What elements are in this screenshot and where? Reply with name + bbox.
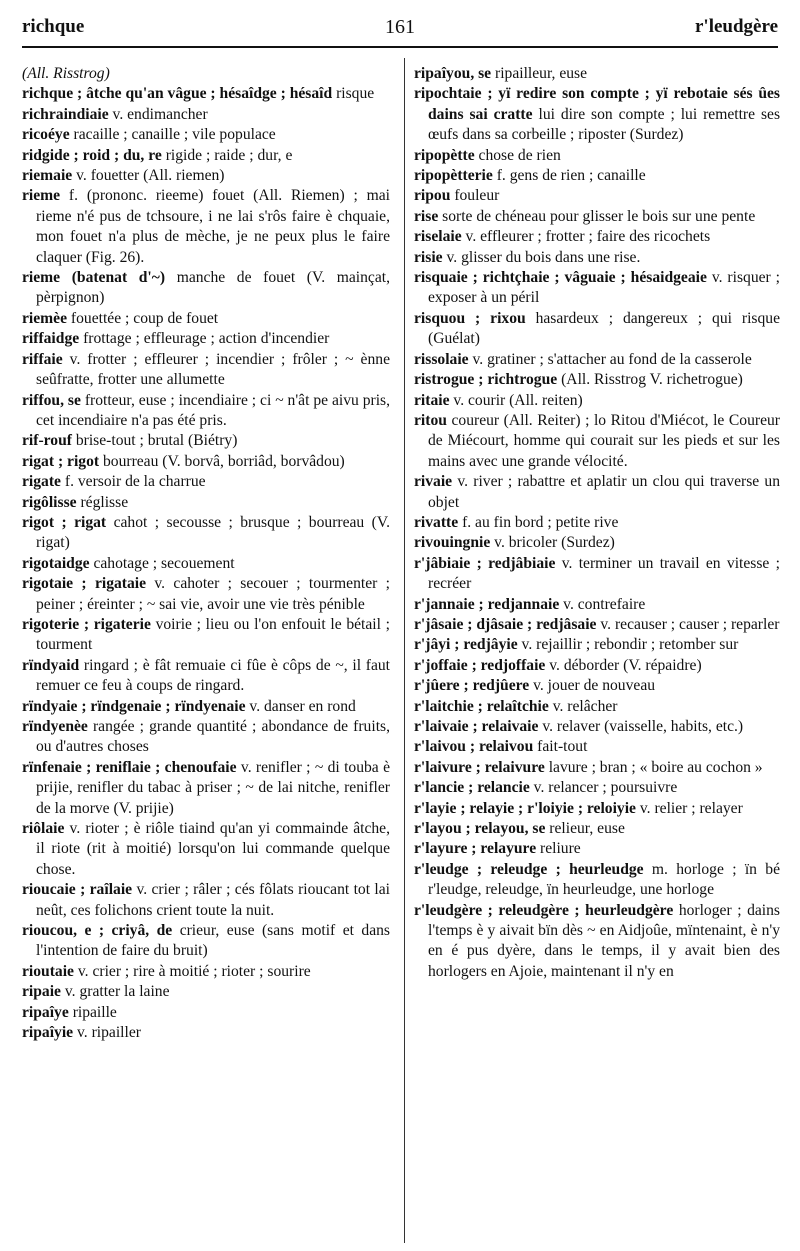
dictionary-entry <box>414 166 780 186</box>
dictionary-entry <box>22 880 390 921</box>
entry-definition: f. versoir de la charrue <box>64 473 206 491</box>
entry-definition: m. horloge ; ïn bé r'leudge, releudge, ïn heurleudge, une horloge <box>428 860 780 899</box>
entry-headword: r'jâyi ; redjâyie <box>414 636 518 654</box>
entry-definition: cahotage ; secouement <box>93 554 235 572</box>
entry-headword: ripochtaie ; yï redire son compte ; yï rebotaie sés ûes dains sai cratte <box>414 85 780 123</box>
dictionary-entry <box>414 350 780 370</box>
entry-definition: v. fouetter (All. riemen) <box>76 167 225 185</box>
entry-definition: fouleur <box>454 187 500 205</box>
dictionary-entry <box>22 64 390 84</box>
entry-definition: v. terminer un travail en vitesse ; recréer <box>428 554 780 593</box>
dictionary-entry <box>22 472 390 492</box>
dictionary-entry <box>22 656 390 697</box>
dictionary-entry <box>414 309 780 350</box>
entry-definition: v. renifler ; ~ di touba è prijie, renifler du tabac à priser ; ~ de lai nitche, renifler de la morve (V. prijie) <box>36 758 390 817</box>
dictionary-entry <box>414 370 780 390</box>
entry-headword: r'laivure ; relaivure <box>414 758 545 776</box>
entry-headword: rigoterie ; rigaterie <box>22 615 151 633</box>
dictionary-entry <box>22 615 390 656</box>
entry-headword: riemaie <box>22 167 73 185</box>
entry-headword: rioutaie <box>22 962 74 980</box>
entry-definition: v. glisser du bois dans une rise. <box>446 248 641 266</box>
entry-headword: r'laitchie ; relaîtchie <box>414 697 549 715</box>
dictionary-entry <box>22 452 390 472</box>
entry-headword: ripaie <box>22 983 61 1001</box>
dictionary-entry <box>414 737 780 757</box>
dictionary-entry <box>414 472 780 513</box>
dictionary-entry <box>22 921 390 962</box>
dictionary-entry <box>414 635 780 655</box>
entry-definition: v. recauser ; causer ; reparler <box>600 615 780 633</box>
entry-definition: v. endimancher <box>112 105 208 123</box>
dictionary-entry <box>22 1023 390 1043</box>
entry-definition: lavure ; bran ; « boire au cochon » <box>548 758 763 776</box>
entry-definition: fait-tout <box>537 738 588 756</box>
dictionary-entry <box>414 268 780 309</box>
dictionary-entry <box>414 391 780 411</box>
entry-headword: risquou ; rixou <box>414 309 526 327</box>
dictionary-entry <box>22 513 390 554</box>
dictionary-entry <box>414 799 780 819</box>
entry-headword: riemèe <box>22 309 68 327</box>
entry-definition: hasardeux ; dangereux ; qui risque (Guélat) <box>428 309 780 348</box>
dictionary-entry <box>22 186 390 268</box>
entry-headword: rioucou, e ; criyâ, de <box>22 922 173 940</box>
entry-definition: chose de rien <box>478 146 561 164</box>
dictionary-entry <box>22 493 390 513</box>
entry-headword: r'jâsaie ; djâsaie ; redjâsaie <box>414 615 597 633</box>
entry-definition: v. ripailler <box>77 1024 141 1042</box>
page-number: 161 <box>385 16 415 38</box>
dictionary-entry <box>414 64 780 84</box>
entry-definition: v. crier ; râler ; cés fôlats rioucant tot lai neût, ces folichons crient toute la nuit. <box>36 881 390 919</box>
entry-headword: rif-rouf <box>22 432 72 450</box>
entry-headword: r'laivaie ; relaivaie <box>414 718 539 735</box>
entry-headword: rïndyenèe <box>22 718 88 735</box>
left-column <box>22 64 390 1044</box>
guide-word-right: r'leudgère <box>694 16 778 37</box>
entry-headword: riselaie <box>414 228 462 246</box>
entry-definition: cahot ; secousse ; brusque ; bourreau (V. rigat) <box>36 513 390 552</box>
dictionary-entry <box>414 595 780 615</box>
entry-headword: ristrogue ; richtrogue <box>414 371 558 389</box>
entry-definition: v. jouer de nouveau <box>533 677 656 695</box>
entry-definition: v. frotter ; effleurer ; incendier ; frôler ; ~ ènne seûfratte, frotter une allumette <box>36 350 390 389</box>
dictionary-entry <box>414 697 780 717</box>
entry-definition: racaille ; canaille ; vile populace <box>73 126 276 144</box>
dictionary-entry <box>414 84 780 145</box>
entry-headword: rivatte <box>414 513 459 531</box>
entry-headword: riffou, se <box>22 391 81 409</box>
dictionary-entry <box>22 391 390 432</box>
entry-headword: rigôlisse <box>22 493 77 511</box>
entry-definition: relieur, euse <box>549 820 625 838</box>
dictionary-entry <box>414 758 780 778</box>
dictionary-entry <box>22 982 390 1002</box>
dictionary-entry <box>414 207 780 227</box>
dictionary-entry <box>414 513 780 533</box>
entry-definition: v. déborder (V. répaidre) <box>549 656 702 674</box>
entry-definition: v. rioter ; è riôle tiaind qu'an yi commainde âtche, il riote (rit à moitié) lorsqu'on lui commande quelque chose. <box>36 820 390 878</box>
dictionary-entry <box>414 901 780 983</box>
entry-definition: v. rejaillir ; rebondir ; retomber sur <box>521 636 739 654</box>
entry-headword: r'layie ; relayie ; r'loiyie ; reloiyie <box>414 799 636 817</box>
dictionary-entry <box>22 1003 390 1023</box>
entry-definition: réglisse <box>80 493 129 511</box>
entry-definition: v. relaver (vaisselle, habits, etc.) <box>542 718 744 735</box>
page-header <box>22 10 778 44</box>
dictionary-entry <box>414 819 780 839</box>
entry-definition: frotteur, euse ; incendiaire ; ci ~ n'ât pe aivu pris, cet incendiaire n'a pas été pris. <box>36 391 390 429</box>
dictionary-entry <box>414 615 780 635</box>
entry-definition: v. crier ; rire à moitié ; rioter ; sourire <box>77 962 311 980</box>
entry-headword: rïndyaid <box>22 656 80 674</box>
dictionary-entry <box>414 839 780 859</box>
dictionary-entry <box>414 146 780 166</box>
entry-definition: reliure <box>540 840 581 858</box>
entry-headword: rivaie <box>414 473 453 491</box>
dictionary-entry <box>22 962 390 982</box>
entry-headword: ricoéye <box>22 126 70 144</box>
entry-headword: richraindiaie <box>22 105 109 123</box>
entry-headword: ritaie <box>414 391 450 409</box>
entry-definition: v. relâcher <box>552 697 618 715</box>
dictionary-entry <box>414 533 780 553</box>
entry-definition: rangée ; grande quantité ; abondance de fruits, ou d'autres choses <box>36 718 390 756</box>
entry-headword: rivouingnie <box>414 534 491 552</box>
entry-headword: riffaidge <box>22 330 80 348</box>
entry-definition: manche de fouet (V. mainçat, pèrpignon) <box>36 269 390 307</box>
entry-headword: rissolaie <box>414 350 469 368</box>
entry-definition: v. contrefaire <box>563 595 646 613</box>
dictionary-entry <box>22 329 390 349</box>
entry-definition: f. au fin bord ; petite rive <box>462 513 619 531</box>
entry-headword: r'lancie ; relancie <box>414 779 530 797</box>
dictionary-entry <box>414 411 780 472</box>
entry-headword: r'layure ; relayure <box>414 840 537 858</box>
entry-definition: f. (prononc. rieeme) fouet (All. Riemen) ; mai rieme n'é pus de tchsoure, i ne lai s'rôs faire è chquaie, mon fouet n'a plus de mèche, je ne peux plus le faire claquer (Fig. 26). <box>36 187 390 266</box>
entry-definition: coureur (All. Reiter) ; lo Ritou d'Miécot, le Coureur de Miécourt, homme qui courait sur les pieds et sur les mains avec une grande vélocité. <box>428 411 780 470</box>
dictionary-entry <box>22 146 390 166</box>
dictionary-entry <box>22 554 390 574</box>
entry-headword: ripaîye <box>22 1003 69 1021</box>
dictionary-entry <box>22 758 390 819</box>
dictionary-entry <box>414 554 780 595</box>
entry-headword: r'jâbiaie ; redjâbiaie <box>414 554 556 572</box>
entry-definition: lui dire son compte ; lui remettre ses œufs dans sa corbeille ; riposter (Surdez) <box>428 105 781 144</box>
dictionary-entry <box>22 268 390 309</box>
entry-headword: rïndyaie ; rïndgenaie ; rïndyenaie <box>22 697 246 715</box>
entry-headword: risie <box>414 248 443 266</box>
dictionary-entry <box>414 778 780 798</box>
entry-headword: rieme <box>22 187 61 205</box>
entry-definition: v. gratter la laine <box>64 983 170 1001</box>
entry-definition: frottage ; effleurage ; action d'incendier <box>83 330 330 348</box>
entry-headword: ridgide ; roid ; du, re <box>22 146 162 164</box>
entry-definition: v. relier ; relayer <box>639 799 743 817</box>
entry-headword: r'leudgère ; releudgère ; heurleudgère <box>414 901 674 919</box>
dictionary-entry <box>22 309 390 329</box>
entry-headword: r'jannaie ; redjannaie <box>414 595 560 613</box>
entry-headword: rise <box>414 207 439 225</box>
entry-headword: ritou <box>414 411 447 429</box>
dictionary-entry <box>22 697 390 717</box>
entry-definition: bourreau (V. borvâ, borriâd, borvâdou) <box>102 452 345 470</box>
dictionary-entry <box>414 656 780 676</box>
entry-headword: r'jûere ; redjûere <box>414 677 530 695</box>
dictionary-entry <box>22 819 390 880</box>
entry-headword: rioucaie ; raîlaie <box>22 881 133 899</box>
header-rule <box>22 46 778 48</box>
entry-definition: crieur, euse (sans motif et dans l'intention de faire du bruit) <box>36 922 390 960</box>
dictionary-entry <box>414 227 780 247</box>
dictionary-entry <box>414 860 780 901</box>
dictionary-entry <box>22 431 390 451</box>
entry-definition: v. relancer ; poursuivre <box>533 779 678 797</box>
entry-headword: ripou <box>414 187 451 205</box>
entry-headword: rigotaie ; rigataie <box>22 575 147 593</box>
dictionary-entry <box>414 248 780 268</box>
column-divider <box>404 58 405 1243</box>
entry-definition: v. cahoter ; secouer ; tourmenter ; peiner ; éreinter ; ~ sai vie, avoir une vie très pénible <box>36 575 390 613</box>
dictionary-entry <box>22 125 390 145</box>
entry-headword: ripopètte <box>414 146 475 164</box>
entry-definition: sorte de chéneau pour glisser le bois sur une pente <box>442 207 756 225</box>
dictionary-entry <box>22 574 390 615</box>
entry-definition: v. danser en rond <box>249 697 356 715</box>
entry-definition: risque <box>336 85 375 103</box>
entry-headword: rigate <box>22 473 61 491</box>
entry-headword: riôlaie <box>22 820 65 838</box>
entry-definition: v. risquer ; exposer à un péril <box>428 269 780 307</box>
right-column <box>414 64 780 982</box>
entry-definition: (All. Risstrog) <box>22 65 110 82</box>
entry-definition: v. courir (All. reiten) <box>453 391 583 409</box>
entry-headword: ripaîyie <box>22 1024 74 1042</box>
entry-definition: voirie ; lieu ou l'on enfouit le bétail ; tourment <box>36 615 390 654</box>
entry-definition: rigide ; raide ; dur, e <box>165 146 293 164</box>
entry-definition: v. bricoler (Surdez) <box>494 534 615 552</box>
entry-headword: risquaie ; richtçhaie ; vâguaie ; hésaidgeaie <box>414 269 707 287</box>
entry-definition: horloger ; dains l'temps è y aivait bïn dès ~ en Aidjoûe, mïntenaint, è n'y en é pus dyère, dans le temps, il y avait bien des horlogers en Ajoie, maintenant il n'y en <box>428 901 780 980</box>
entry-definition: v. gratiner ; s'attacher au fond de la casserole <box>472 350 752 368</box>
entry-headword: ripaîyou, se <box>414 65 492 82</box>
entry-definition: (All. Risstrog V. richetrogue) <box>561 371 743 389</box>
entry-headword: riffaie <box>22 350 63 368</box>
entry-headword: richque ; âtche qu'an vâgue ; hésaîdge ; hésaîd <box>22 85 333 103</box>
entry-definition: ripailleur, euse <box>495 65 588 82</box>
entry-headword: r'layou ; relayou, se <box>414 820 546 838</box>
entry-definition: fouettée ; coup de fouet <box>70 309 219 327</box>
entry-headword: ripopètterie <box>414 167 493 185</box>
dictionary-entry <box>414 186 780 206</box>
entry-headword: rigat ; rigot <box>22 452 100 470</box>
entry-definition: ripaille <box>72 1003 117 1021</box>
entry-headword: rigotaidge <box>22 554 90 572</box>
dictionary-entry <box>22 166 390 186</box>
dictionary-entry <box>22 350 390 391</box>
entry-definition: ringard ; è fât remuaie ci fûe è côps de ~, il faut remuer ce feu à coups de ringard. <box>36 656 391 695</box>
dictionary-entry <box>22 717 390 758</box>
dictionary-entry <box>22 105 390 125</box>
entry-definition: v. effleurer ; frotter ; faire des ricochets <box>465 228 711 246</box>
entry-headword: r'laivou ; relaivou <box>414 738 534 756</box>
entry-headword: r'leudge ; releudge ; heurleudge <box>414 860 644 878</box>
entry-headword: rieme (batenat d'~) <box>22 269 166 287</box>
entry-definition: v. river ; rabattre et aplatir un clou qui traverse un objet <box>428 473 780 511</box>
dictionary-entry <box>414 717 780 737</box>
entry-definition: f. gens de rien ; canaille <box>496 167 646 185</box>
guide-word-left: richque <box>22 16 85 37</box>
entry-definition: brise-tout ; brutal (Biétry) <box>75 432 238 450</box>
entry-headword: rïnfenaie ; reniflaie ; chenoufaie <box>22 758 237 776</box>
dictionary-entry <box>414 676 780 696</box>
entry-headword: rigot ; rigat <box>22 513 107 531</box>
entry-headword: r'joffaie ; redjoffaie <box>414 656 546 674</box>
dictionary-entry <box>22 84 390 104</box>
